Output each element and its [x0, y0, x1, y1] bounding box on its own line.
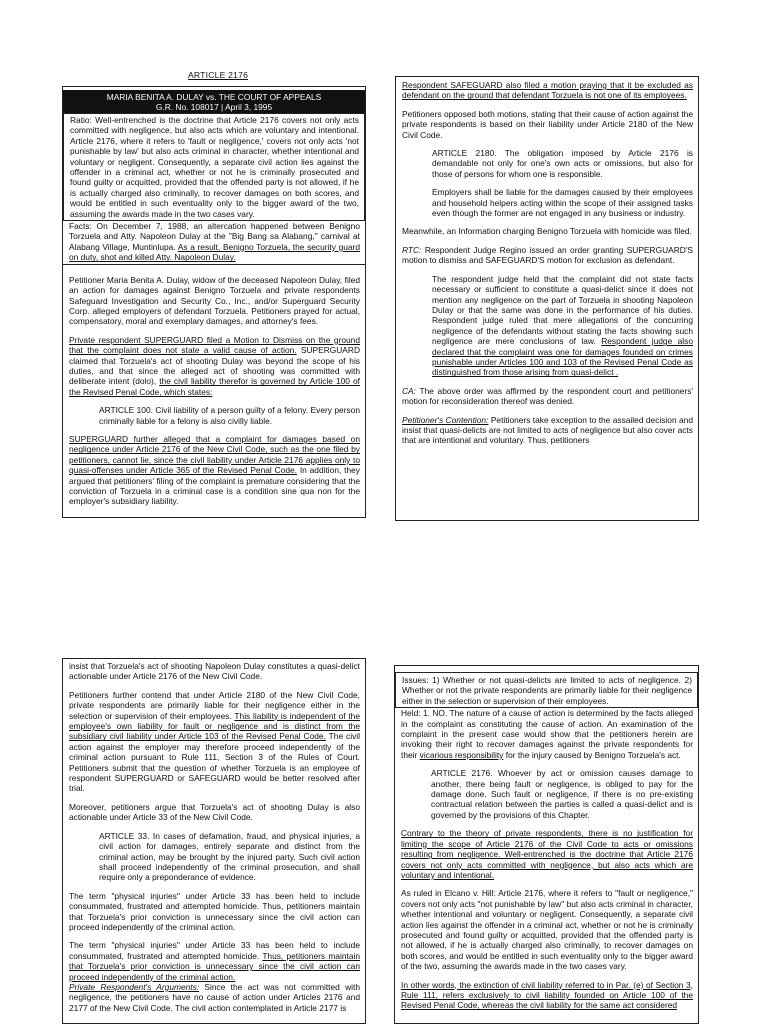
case-header	[63, 90, 365, 113]
physical-injuries-underlined: Thus, petitioners maintain that Torzuela's prior conviction is unnecessary since the civil action can proceed independently of the criminal action.	[69, 950, 360, 982]
private-respondent-text: Since the act was not committed with negligence, the petitioners have no cause of action under Articles 2176 and 2177 of the New Civil Code. The civil action contemplated in Article 2177 is	[69, 981, 360, 1013]
motion-underlined: Private respondent SUPERGUARD filed a Motion to Dismiss on the ground that the complaint does not state a valid cause of action.	[69, 334, 360, 356]
page-3	[62, 658, 366, 1024]
contention-text-b: The civil action against the employer may therefore proceed independently of the criminal action pursuant to Rule 111, Section 3 of the Rules of Court. Petitioners submit that the question of whether Torzuela is an employee of respondent SUPERGUARD or SAFEGUARD would be better resolved after trial.	[69, 731, 360, 794]
contention-underlined: This liability is independent of the employee's own liability for fault or negligence and is distinct from the subsidiary civil liability under Article 103 of the Revised Penal Code.	[69, 710, 360, 742]
rtc-paragraph	[402, 245, 693, 266]
article-2180-contention-paragraph	[69, 690, 360, 794]
article-100-quote: ARTICLE 100. Civil liability of a person guilty of a felony. Every person criminally liable for a felony is also civilly liable.	[99, 405, 360, 426]
contention-text: Petitioners take exception to the assailed decision and insist that quasi-delicts are not limited to acts of negligence but also cover acts that are intentional and voluntary. Thus, petitioners	[402, 414, 693, 446]
held-paragraph	[401, 708, 693, 760]
article-2180-quote-1: ARTICLE 2180. The obligation imposed by Article 2176 is demandable not only for one's own acts or omissions, but also for those of persons for whom one is responsible.	[432, 148, 693, 179]
judge-held-paragraph	[432, 274, 693, 378]
held-text-b: for the injury caused by Benigno Torzuela's act.	[503, 749, 681, 760]
article-title: ARTICLE 2176	[188, 70, 249, 80]
contention-text-a: Petitioners further contend that under Article 2180 of the New Civil Code, private respondents are primarily liable for their negligence either in the selection or supervision of their employees.	[69, 689, 360, 721]
rtc-text: Respondent Judge Regino issued an order granting SUPERGUARD'S motion to dismiss and SAFEGUARD'S motion for exclusion as defendant.	[402, 244, 693, 266]
contention-label: Petitioner's Contention:	[402, 414, 489, 425]
opposition-paragraph: Petitioners opposed both motions, stating that their cause of action against the private respondents is based on their liability under Article 2180 of the New Civil Code.	[402, 108, 693, 140]
motion-underlined-2: the civil liability therefor is governed by Article 100 of the Revised Penal Code, which states:	[69, 376, 360, 397]
elcano-paragraph: As ruled in Elcano v. Hill: Article 2176, where it refers to "fault or negligence," covers not only acts "not punishable by law" but also acts criminal in character, whether intentional and voluntary or negligent. Consequently, a separate civil action lies against the offender in a criminal act, whether or not he is criminally prosecuted and found guilty or acquitted, provided that the offended party is not allowed, if he is actually charged also criminally, to recover damages on both scores, and would be entitled in such eventuality only to the bigger award of the two, assuming the awards made in the two cases vary.	[401, 888, 693, 972]
information-paragraph: Meanwhile, an Information charging Benigno Torzuela with homicide was filed.	[402, 226, 692, 237]
article-33-intro-paragraph: Moreover, petitioners argue that Torzuela's act of shooting Dulay is also actionable under Article 33 of the New Civil Code.	[69, 801, 360, 823]
rtc-label: RTC:	[402, 244, 422, 255]
article-2180-quote-2: Employers shall be liable for the damages caused by their employees and household helpers acting within the scope of their assigned tasks even though the former are not engaged in any business or industry.	[432, 187, 693, 219]
contention-paragraph	[402, 415, 693, 446]
page-4	[394, 665, 699, 1024]
physical-injuries-paragraph: The term "physical injuries" under Article 33 has been held to include consummated, frustrated and attempted homicide. Thus, petitioners maintain that Torzuela's prior conviction is unnecessary since the civil action can proceed independently of the criminal action.	[69, 890, 360, 932]
held-underlined: vicarious responsibility	[419, 749, 504, 760]
case-number: G.R. No. 108017 | April 3, 1995	[155, 102, 273, 112]
article-2176-quote: ARTICLE 2176. Whoever by act or omission causes damage to another, there being fault or negligence, is obliged to pay for the damage done. Such fault or negligence, if there is no pre-existing contractual relation between the parties is called a quasi-delict and is governed by the provisions of this Chapter.	[431, 768, 693, 820]
article-33-quote: ARTICLE 33. In cases of defamation, fraud, and physical injuries, a civil action for damages, entirely separate and distinct from the criminal action, may be brought by the injured party. Such civil action shall proceed independently of the criminal prosecution, and shall require only a preponderance of evidence.	[99, 830, 360, 883]
judge-held-underlined: Respondent judge also declared that the complaint was one for damages founded on crimes punishable under Articles 100 and 103 of the Revised Penal Code as distinguished from those arising from quasi-delict .	[432, 336, 693, 378]
page-1	[62, 86, 366, 518]
petition-paragraph: Petitioner Maria Benita A. Dulay, widow of the deceased Napoleon Dulay, filed an action for damages against Benigno Torzuela and private respondents Safeguard Investigation and Security Co., Inc., and/or Superguard Security Corp. alleged employers of defendant Torzuela. Petitioners prayed for actual, compensatory, moral and exemplary damages, and attorney's fees.	[69, 274, 360, 327]
judge-held-text: The respondent judge held that the complaint did not state facts necessary or sufficient to constitute a quasi-delict since it does not mention any negligence on the part of Torzuela in shooting Napoleon Dulay or that the same was done in the performance of his duties. Respondent judge ruled that mere allegations of the concurring negligence of the defendants without stating the facts showing such negligence are mere conclusions of law.	[432, 273, 693, 347]
allegation-underlined: SUPERGUARD further alleged that a complaint for damages based on negligence under Article 2176 of the New Civil Code, such as the one filed by petitioners, cannot lie, since the civil liability under Article 2176 applies only to quasi-offenses under Article 365 of the Revised Penal Code.	[69, 433, 360, 476]
facts-paragraph	[63, 221, 365, 265]
ca-text: The above order was affirmed by the respondent court and petitioners' motion for reconsideration thereof was denied.	[402, 385, 693, 407]
issues-box: Issues: 1) Whether or not quasi-delicts are limited to acts of negligence. 2) Whether or not the private respondents are primarily liable for their negligence either in the selection or supervision of their employees.	[395, 672, 698, 708]
facts-underlined: As a result, Benigno Torzuela, the security guard on duty, shot and killed Atty. Napoleon Dulay.	[69, 241, 360, 263]
held-text-a: Held: 1. NO. The nature of a cause of action is determined by the facts alleged in the complaint as constituting the cause of action. An examination of the complaint in the present case would show that the petitioners herein are invoking their right to recover damages against the private respondents for their	[401, 708, 693, 760]
superguard-motion-paragraph	[69, 335, 360, 397]
ca-paragraph	[402, 386, 693, 407]
ca-label: CA:	[402, 385, 416, 396]
case-title: MARIA BENITA A. DULAY vs. THE COURT OF APPEALS	[106, 92, 322, 102]
ratio-paragraph: Ratio: Well-entrenched is the doctrine that Article 2176 covers not only acts committed with negligence, but also acts which are voluntary and intentional. Article 2176, where it refers to 'fault or negligence,' covers not only acts 'not punishable by law' but also acts criminal in character, whether intentional and voluntary or negligent. Consequently, a separate civil action lies against the offender in a criminal act, whether or not he is criminally prosecuted and found guilty or acquitted, provided that the offended party is not allowed, if he is actually charged also criminally, to recover damages on both scores, and would be entitled in such eventuality only to the bigger award of the two, assuming the awards made in the two cases vary.	[63, 113, 365, 221]
physical-injuries-text: The term "physical injuries" under Article 33 has been held to include consummated, frustrated and attempted homicide.	[69, 940, 360, 961]
allegation-text: In addition, they argued that petitioners' filing of the complaint is premature considering that the conviction of Torzuela in a criminal case is a condition sine qua non for the employer's subsidiary liability.	[69, 465, 360, 507]
extinction-paragraph: In other words, the extinction of civil liability referred to in Par. (e) of Section 3, Rule 111, refers exclusively to civil liability founded on Article 100 of the Revised Penal Code, whereas the civil liability for the same act considered	[401, 979, 693, 1011]
page-2	[395, 76, 699, 521]
doctrine-paragraph: Contrary to the theory of private respondents, there is no justification for limiting the scope of Article 2176 of the Civil Code to acts or omissions resulting from negligence. Well-entrenched is the doctrine that Article 2176 covers not only acts committed with negligence, but also acts which are voluntary and intentional.	[401, 828, 693, 880]
superguard-allegation-paragraph	[69, 434, 360, 507]
physical-injuries-paragraph-2	[69, 940, 360, 1013]
facts-text: Facts: On December 7, 1988, an altercation happened between Benigno Torzuela and Atty. Napoleon Dulay at the "Big Bang sa Alabang," carnival at Alabang Village, Muntinlupa.	[69, 221, 360, 252]
motion-text: SUPERGUARD claimed that Torzuela's act of shooting Dulay was beyond the scope of his duties, and that since the alleged act of shooting was committed with deliberate intent (dolo),	[69, 345, 360, 387]
safeguard-motion-paragraph: Respondent SAFEGUARD also filed a motion praying that it be excluded as defendant on the ground that defendant Torzuela is not one of its employees.	[402, 80, 693, 101]
quasi-delict-paragraph: insist that Torzuela's act of shooting Napoleon Dulay constitutes a quasi-delict actionable under Article 2176 of the New Civil Code.	[69, 661, 360, 682]
private-respondent-label: Private Respondent's Arguments:	[69, 981, 200, 992]
